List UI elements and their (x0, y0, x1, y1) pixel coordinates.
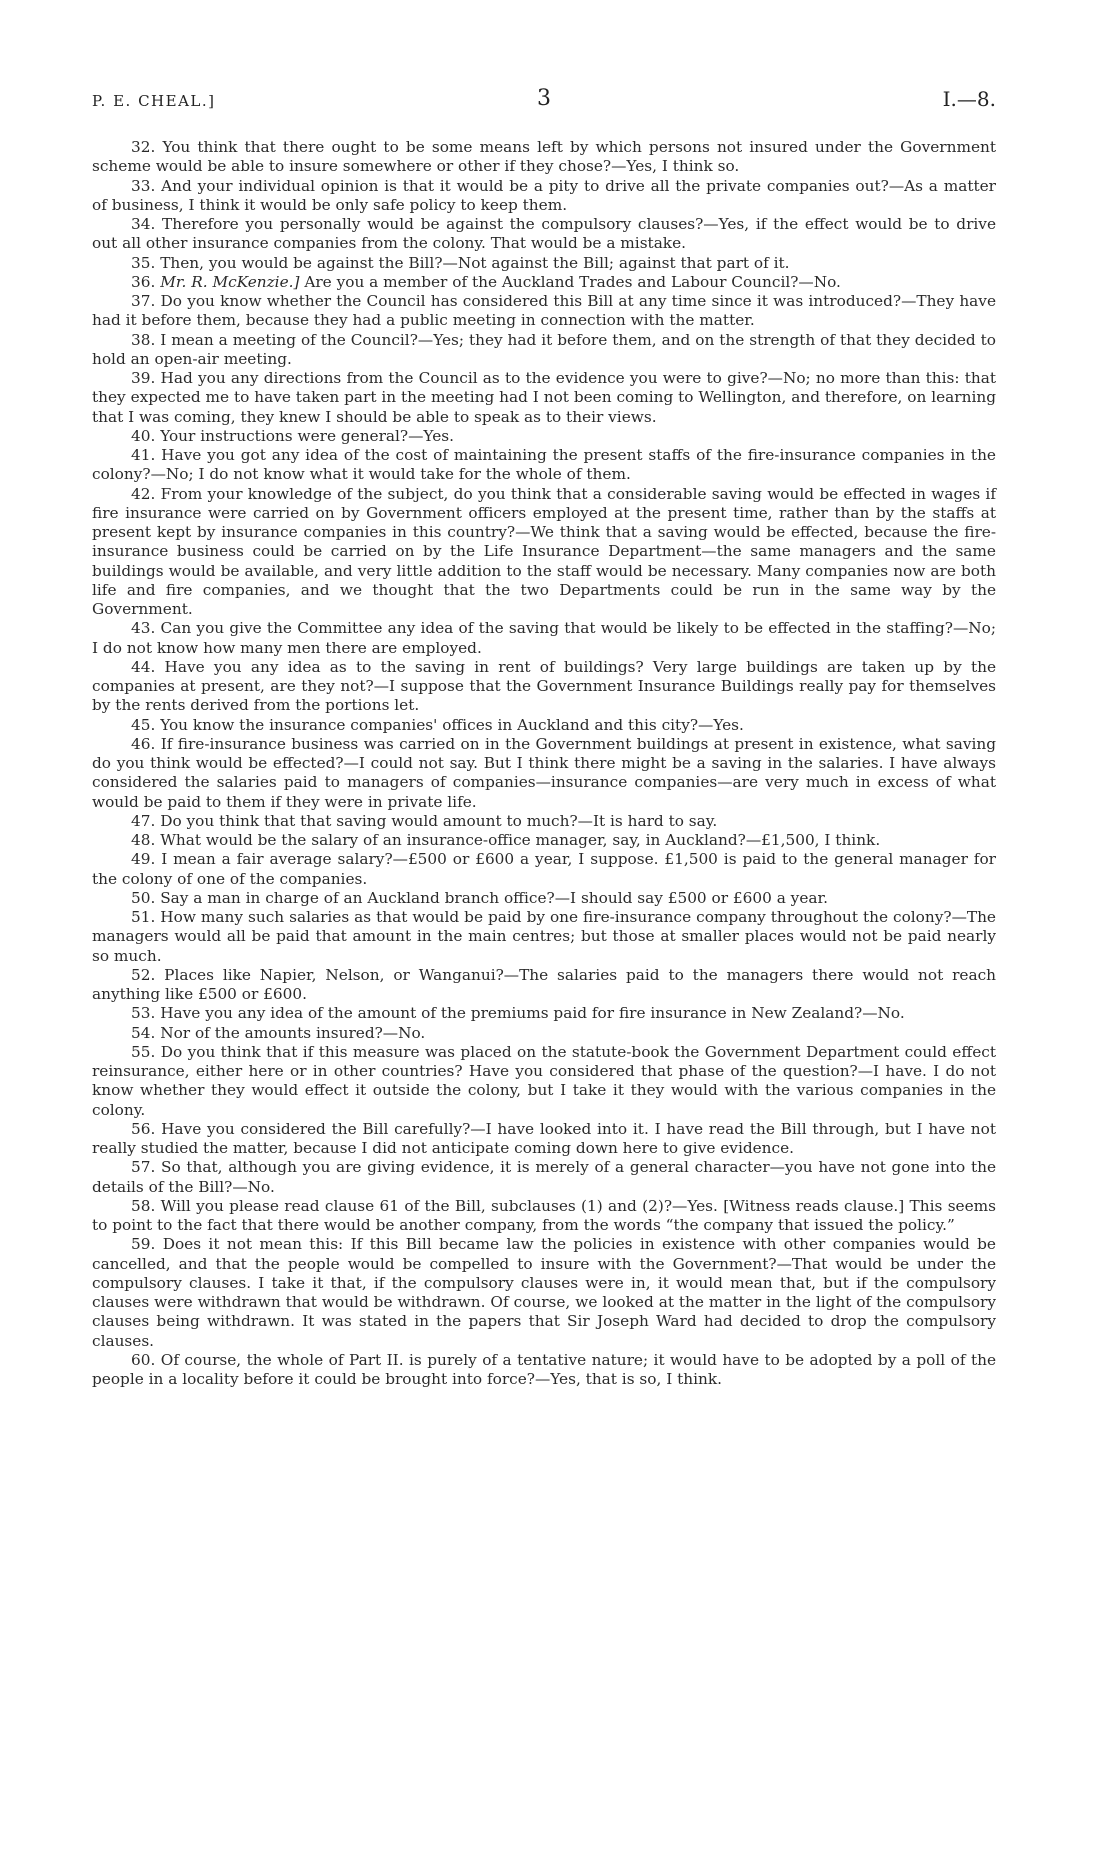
paragraph-q39: 39. Had you any directions from the Council as to the evidence you were to give?—No; no more than this: that they expected me to have taken part in the meeting had I not been coming to Wellington, and therefore, on learning that I was coming, they knew I should be able to speak as to their views. (92, 369, 996, 426)
paragraph-q34: 34. Therefore you personally would be against the compulsory clauses?—Yes, if the effect would be to drive out all other insurance companies from the colony. That would be a mistake. (92, 215, 996, 253)
paragraph-q32: 32. You think that there ought to be some means left by which persons not insured under the Government scheme would be able to insure somewhere or other if they chose?—Yes, I think so. (92, 138, 996, 176)
paragraph-q50: 50. Say a man in charge of an Auckland branch office?—I should say £500 or £600 a year. (131, 888, 828, 907)
evidence-body (92, 138, 996, 1389)
question-text: Are you a member of the Auckland Trades and Labour Council?—No. (304, 272, 841, 291)
paragraph-q58: 58. Will you please read clause 61 of the Bill, subclauses (1) and (2)?—Yes. [Witness reads clause.] This seems to point to the fact that there would be another company, from the words “the company that issued the policy.” (92, 1196, 996, 1234)
paragraph-q43: 43. Can you give the Committee any idea of the saving that would be likely to be effected in the staffing?—No; I do not know how many men there are employed. (92, 619, 996, 657)
paragraph-q51: 51. How many such salaries as that would be paid by one fire-insurance company throughout the colony?—The managers would all be paid that amount in the main centres; but those at smaller places would not be paid nearly so much. (92, 908, 996, 965)
paragraph-q53: 53. Have you any idea of the amount of the premiums paid for fire insurance in New Zealand?—No. (131, 1004, 905, 1023)
paragraph-q41: 41. Have you got any idea of the cost of maintaining the present staffs of the fire-insurance companies in the colony?—No; I do not know what it would take for the whole of them. (92, 446, 996, 484)
speaker-name: Mr. R. McKenzie.] (160, 272, 300, 291)
paragraph-q40: 40. Your instructions were general?—Yes. (131, 426, 454, 445)
paragraph-q36 (92, 273, 996, 292)
page-header (92, 86, 996, 116)
paragraph-q38: 38. I mean a meeting of the Council?—Yes; they had it before them, and on the strength of that they decided to hold an open-air meeting. (92, 330, 996, 368)
paragraph-q45: 45. You know the insurance companies' offices in Auckland and this city?—Yes. (131, 715, 744, 734)
paragraph-q35: 35. Then, you would be against the Bill?—Not against the Bill; against that part of it. (131, 253, 790, 272)
paragraph-q59: 59. Does it not mean this: If this Bill became law the policies in existence with other companies would be cancelled, and that the people would be compelled to insure with the Government?—That would be under the compulsory clauses. I take it that, if the compulsory clauses were in, it would mean that, but if the compulsory clauses were withdrawn that would be withdrawn. Of course, we looked at the matter in the light of the compulsory clauses being withdrawn. It was stated in the papers that Sir Joseph Ward had decided to drop the compulsory clauses. (92, 1235, 996, 1350)
paragraph-q49: 49. I mean a fair average salary?—£500 or £600 a year, I suppose. £1,500 is paid to the general manager for the colony of one of the companies. (92, 850, 996, 888)
question-number: 36. (131, 272, 156, 291)
paragraph-q33: 33. And your individual opinion is that it would be a pity to drive all the private companies out?—As a matter of business, I think it would be only safe policy to keep them. (92, 176, 996, 214)
paragraph-q54: 54. Nor of the amounts insured?—No. (131, 1023, 426, 1042)
paragraph-q55: 55. Do you think that if this measure was placed on the statute-book the Government Department could effect reinsurance, either here or in other countries? Have you considered that phase of the question?—I have. I do not know whether they would effect it outside the colony, but I take it they would with the various companies in the colony. (92, 1042, 996, 1119)
page-number: 3 (537, 86, 551, 111)
paragraph-q47: 47. Do you think that that saving would amount to much?—It is hard to say. (131, 811, 718, 830)
paragraph-q48: 48. What would be the salary of an insurance-office manager, say, in Auckland?—£1,500, I think. (131, 831, 881, 849)
paragraph-q44: 44. Have you any idea as to the saving in rent of buildings? Very large buildings are taken up by the companies at present, are they not?—I suppose that the Government Insurance Buildings really pay for themselves by the rents derived from the portions let. (92, 657, 996, 715)
header-witness-name: P. E. CHEAL.] (92, 92, 216, 110)
paragraph-q57: 57. So that, although you are giving evidence, it is merely of a general character—you have not gone into the details of the Bill?—No. (92, 1158, 996, 1196)
paragraph-q56: 56. Have you considered the Bill carefully?—I have looked into it. I have read the Bill through, but I have not really studied the matter, because I did not anticipate coming down here to give evidence. (92, 1119, 996, 1157)
paragraph-q42: 42. From your knowledge of the subject, do you think that a considerable saving would be effected in wages if fire insurance were carried on by Government officers employed at the present time, rather than by the staffs at present kept by insurance companies in this country?—We think that a saving would be effected, because the fire-insurance business could be carried on by the Life Insurance Department—the same managers and the same buildings would be available, and very little addition to the staff would be necessary. Many companies now are both life and fire companies, and we thought that the two Departments could be run in the same way by the Government. (92, 484, 996, 618)
paragraph-q60: 60. Of course, the whole of Part II. is purely of a tentative nature; it would have to be adopted by a poll of the people in a locality before it could be brought into force?—Yes, that is so, I think. (92, 1350, 996, 1388)
paragraph-q37: 37. Do you know whether the Council has considered this Bill at any time since it was introduced?—They have had it before them, because they had a public meeting in connection with the matter. (92, 292, 996, 330)
paragraph-q52: 52. Places like Napier, Nelson, or Wanganui?—The salaries paid to the managers there would not reach anything like £500 or £600. (92, 965, 996, 1003)
paper-reference: I.—8. (942, 87, 996, 111)
paragraph-q46: 46. If fire-insurance business was carried on in the Government buildings at present in existence, what saving do you think would be effected?—I could not say. But I think there might be a saving in the salaries. I have always considered the salaries paid to managers of companies—insurance companies—are very much in excess of what would be paid to them if they were in private life. (92, 734, 996, 811)
